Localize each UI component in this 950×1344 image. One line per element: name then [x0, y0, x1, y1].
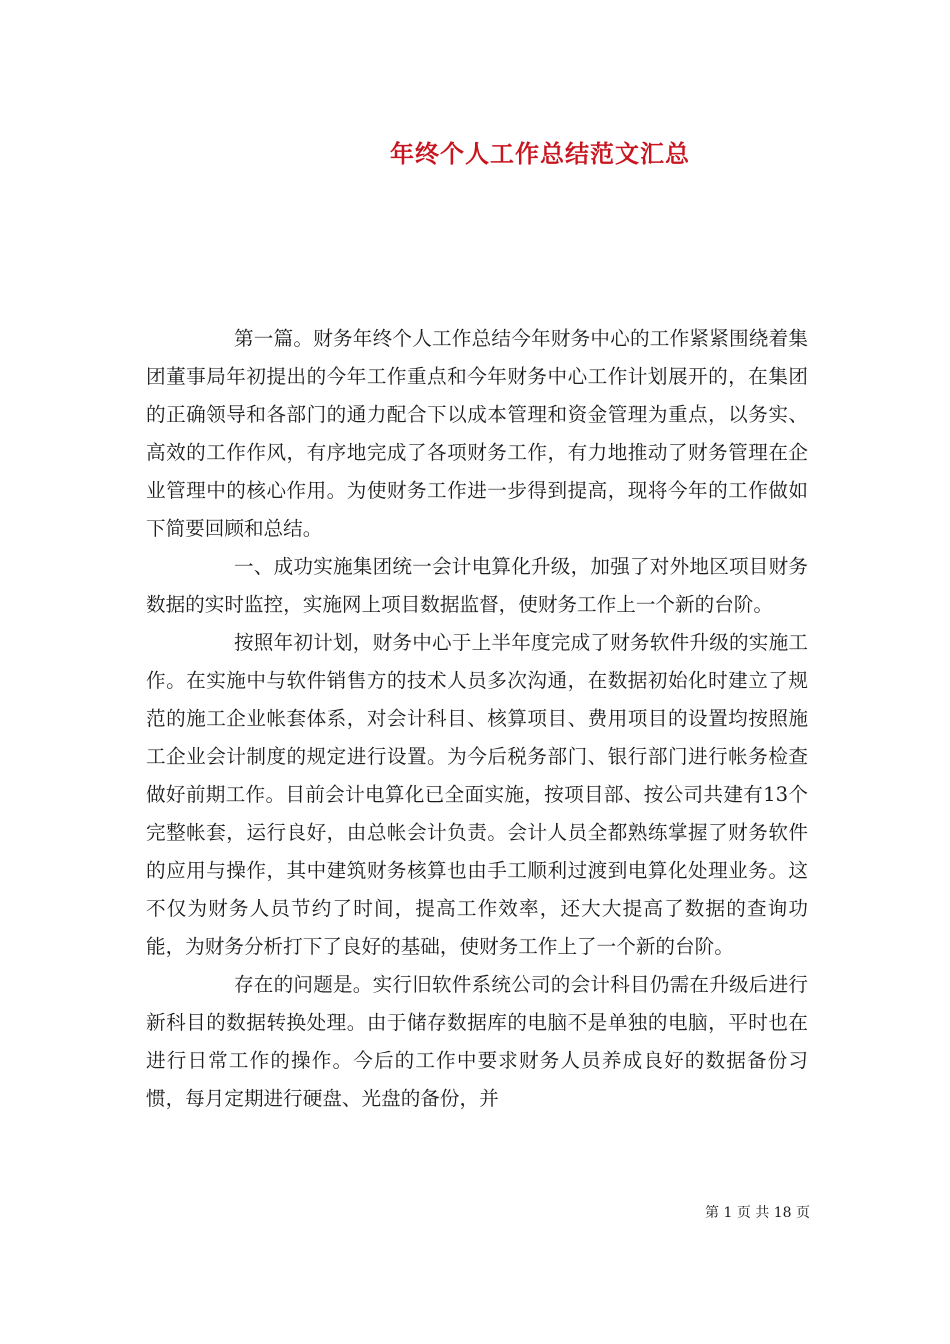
paragraph-1: 第一篇。财务年终个人工作总结今年财务中心的工作紧紧围绕着集团董事局年初提出的今年工作重点和今年财务中心工作计划展开的，在集团的正确领导和各部门的通力配合下以成本管理和资金管理为重点，以务实、高效的工作作风，有序地完成了各项财务工作，有力地推动了财务管理在企业管理中的核心作用。为使财务工作进一步得到提高，现将今年的工作做如下简要回顾和总结。: [146, 327, 808, 540]
paragraph-3: 按照年初计划，财务中心于上半年度完成了财务软件升级的实施工作。在实施中与软件销售方的技术人员多次沟通，在数据初始化时建立了规范的施工企业帐套体系，对会计科目、核算项目、费用项目的设置均按照施工企业会计制度的规定进行设置。为今后税务部门、银行部门进行帐务检查做好前期工作。目前会计电算化已全面实施，按项目部、按公司共建有13个完整帐套，运行良好，由总帐会计负责。会计人员全都熟练掌握了财务软件的应用与操作，其中建筑财务核算也由手工顺利过渡到电算化处理业务。这不仅为财务人员节约了时间，提高工作效率，还大大提高了数据的查询功能，为财务分析打下了良好的基础，使财务工作上了一个新的台阶。: [146, 631, 808, 958]
document-body: [146, 320, 808, 1118]
document-title: 年终个人工作总结范文汇总: [390, 139, 690, 168]
paragraph-2: 一、成功实施集团统一会计电算化升级，加强了对外地区项目财务数据的实时监控，实施网上项目数据监督，使财务工作上一个新的台阶。: [146, 555, 808, 616]
paragraph-4: 存在的问题是。实行旧软件系统公司的会计科目仍需在升级后进行新科目的数据转换处理。由于储存数据库的电脑不是单独的电脑，平时也在进行日常工作的操作。今后的工作中要求财务人员养成良好的数据备份习惯，每月定期进行硬盘、光盘的备份，并: [146, 973, 808, 1110]
page-footer: 第 1 页 共 18 页: [705, 1205, 810, 1221]
